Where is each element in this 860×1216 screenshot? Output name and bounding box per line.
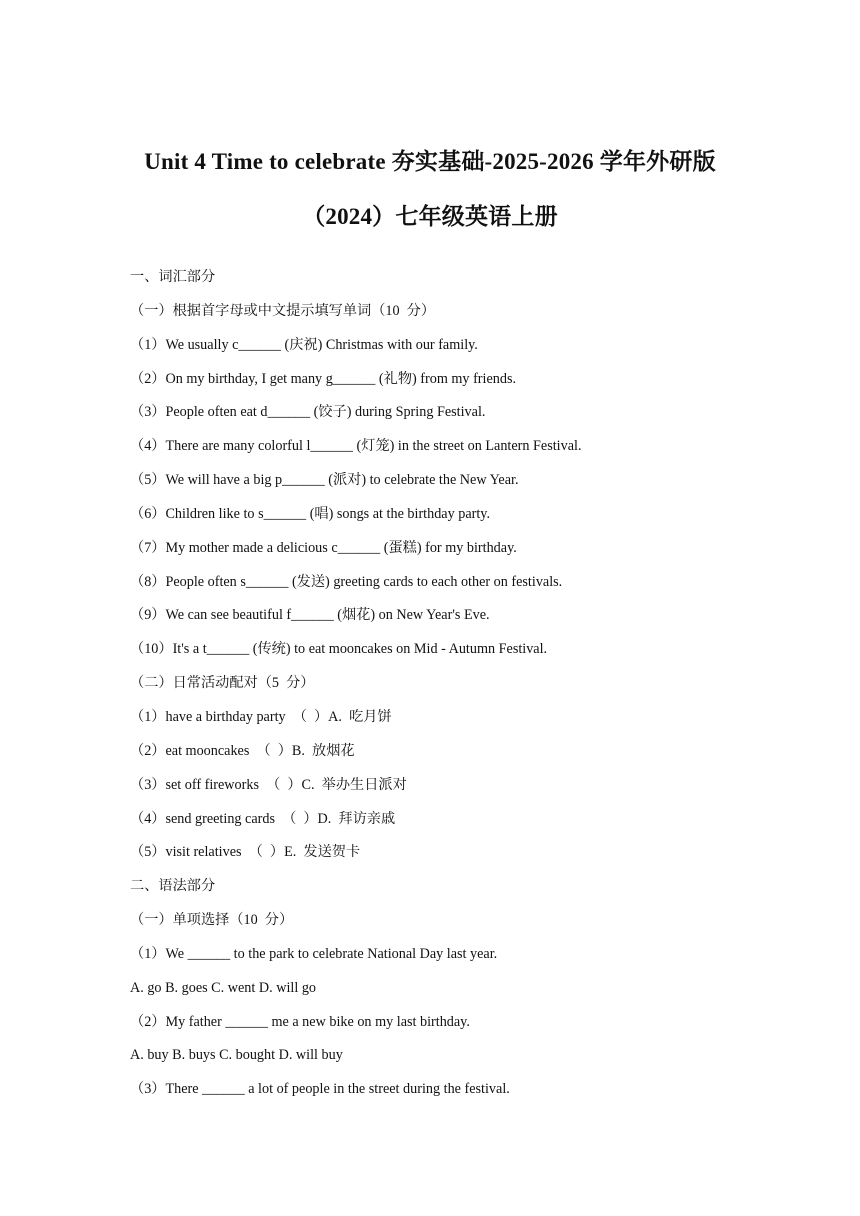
question-line: （2）My father ______ me a new bike on my last birthday. — [130, 1013, 470, 1030]
subsection-heading-fill-words: （一）根据首字母或中文提示填写单词（10 分） — [130, 302, 436, 319]
matching-line: （4）send greeting cards （ ）D. 拜访亲戚 — [130, 810, 396, 827]
document-title-line-1: Unit 4 Time to celebrate 夯实基础-2025-2026 学年外研版 — [144, 149, 716, 174]
question-line: （4）There are many colorful l______ (灯笼) in the street on Lantern Festival. — [130, 438, 582, 455]
matching-line: （2）eat mooncakes （ ）B. 放烟花 — [130, 742, 355, 759]
subsection-heading-single-choice: （一）单项选择（10 分） — [130, 912, 294, 929]
question-line: （10）It's a t______ (传统) to eat mooncakes on Mid - Autumn Festival. — [130, 641, 548, 658]
question-line: （9）We can see beautiful f______ (烟花) on New Year's Eve. — [130, 607, 490, 624]
question-line: （6）Children like to s______ (唱) songs at the birthday party. — [130, 505, 491, 522]
question-line: （5）We will have a big p______ (派对) to celebrate the New Year. — [130, 472, 519, 489]
question-line: （3）There ______ a lot of people in the street during the festival. — [130, 1081, 510, 1098]
subsection-heading-matching: （二）日常活动配对（5 分） — [130, 675, 315, 692]
matching-line: （5）visit relatives （ ）E. 发送贺卡 — [130, 844, 361, 861]
matching-line: （3）set off fireworks （ ）C. 举办生日派对 — [130, 776, 407, 793]
document-title-line-2: （2024）七年级英语上册 — [302, 204, 558, 229]
question-line: （7）My mother made a delicious c______ (蛋糕) for my birthday. — [130, 539, 517, 556]
matching-line: （1）have a birthday party （ ）A. 吃月饼 — [130, 708, 392, 725]
section-heading-grammar: 二、语法部分 — [130, 878, 216, 895]
answer-options: A. buy B. buys C. bought D. will buy — [130, 1047, 343, 1064]
question-line: （1）We usually c______ (庆祝) Christmas with our family. — [130, 336, 478, 353]
question-line: （2）On my birthday, I get many g______ (礼物) from my friends. — [130, 370, 517, 387]
question-line: （1）We ______ to the park to celebrate National Day last year. — [130, 945, 498, 962]
question-line: （3）People often eat d______ (饺子) during Spring Festival. — [130, 404, 486, 421]
answer-options: A. go B. goes C. went D. will go — [130, 979, 317, 996]
question-line: （8）People often s______ (发送) greeting cards to each other on festivals. — [130, 573, 563, 590]
document-body — [130, 266, 770, 1112]
section-heading-vocabulary: 一、词汇部分 — [130, 269, 216, 285]
